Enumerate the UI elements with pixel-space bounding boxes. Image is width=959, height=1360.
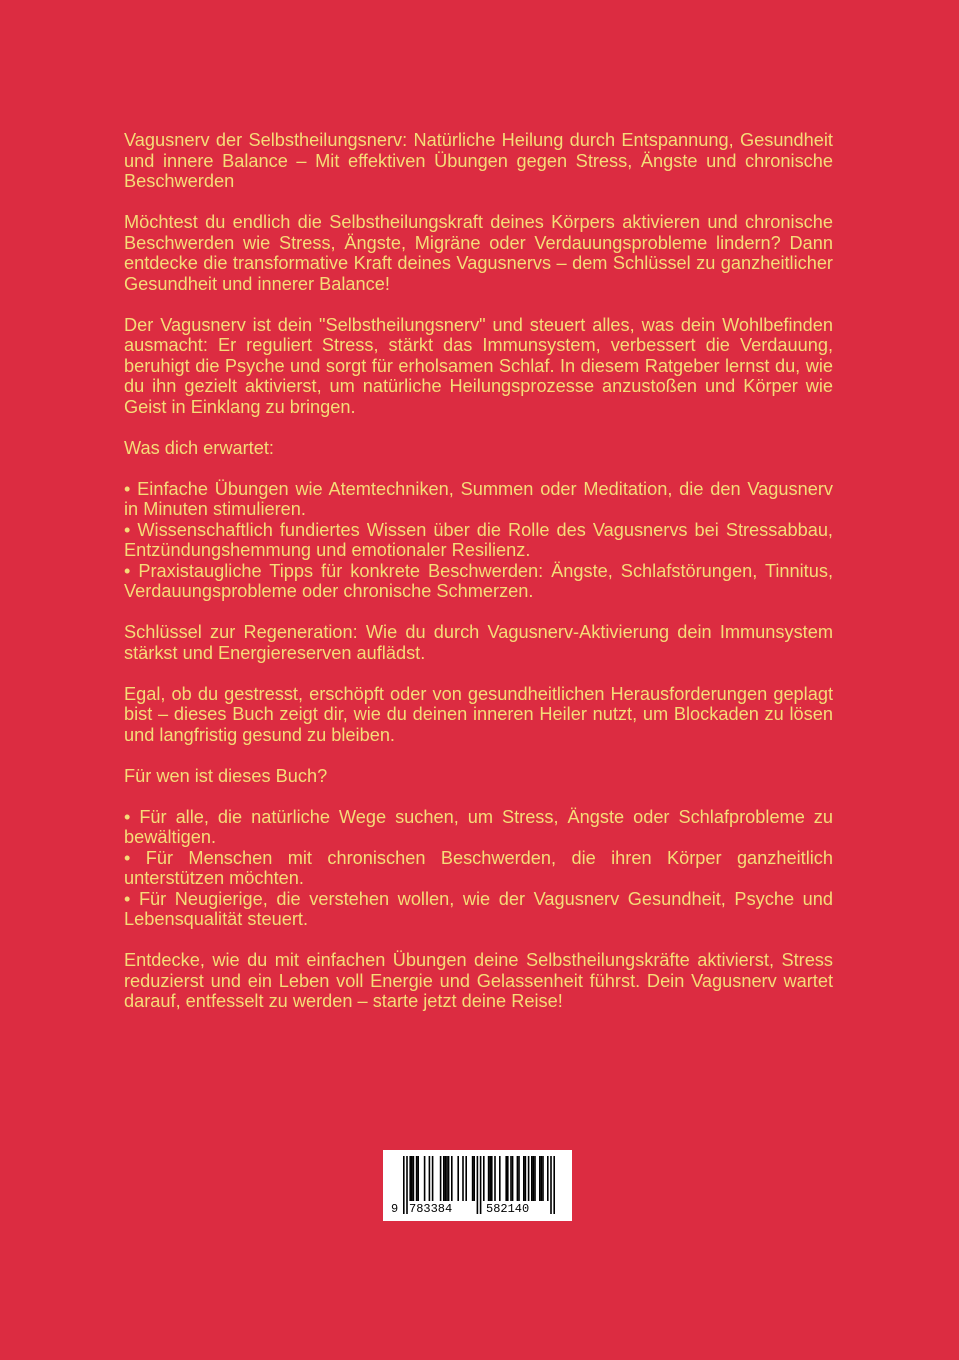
barcode-bar: [417, 1156, 419, 1201]
back-cover-text: [124, 130, 833, 1032]
egal-paragraph: Egal, ob du gestresst, erschöpft oder von gesundheitlichen Herausforderungen geplagt bist – dieses Buch zeigt dir, wie du deinen inneren Heiler nutzt, um Blockaden zu lösen und langfristig gesund zu bleiben.: [124, 683, 833, 745]
barcode-bar: [517, 1156, 519, 1201]
barcode-bar: [406, 1156, 408, 1214]
barcode-bar: [518, 1156, 520, 1201]
barcode-bar: [403, 1156, 405, 1214]
barcode-bar: [432, 1156, 434, 1201]
barcode-bar: [416, 1156, 418, 1201]
book-title: Vagusnerv der Selbstheilungsnerv: Natürliche Heilung durch Entspannung, Gesundheit und innere Balance – Mit effektiven Übungen gegen Stress, Ängste und chronische Beschwerden: [124, 130, 833, 191]
closing-paragraph: Entdecke, wie du mit einfachen Übungen deine Selbstheilungskräfte aktivierst, Stress reduzierst und ein Leben voll Energie und Gelassenheit führst. Dein Vagusnerv wartet darauf, entfesselt zu werden – starte jetzt deine Reise!: [124, 950, 833, 1011]
barcode-bar: [491, 1156, 493, 1201]
barcode-bar: [443, 1156, 445, 1201]
barcode-bar: [523, 1156, 525, 1201]
barcode-left-digits: 783384: [409, 1202, 453, 1216]
barcode-bar: [547, 1156, 549, 1201]
barcode-bar: [553, 1156, 555, 1214]
list-item: • Praxistaugliche Tipps für konkrete Beschwerden: Ängste, Schlafstörungen, Tinnitus, Verdauungsprobleme oder chronische Schmerzen.: [124, 560, 833, 601]
list-item: • Für Menschen mit chronischen Beschwerden, die ihren Körper ganzheitlich unterstützen möchten.: [124, 847, 833, 888]
barcode-bar: [550, 1156, 552, 1214]
list-item: • Für Neugierige, die verstehen wollen, wie der Vagusnerv Gesundheit, Psyche und Lebensqualität steuert.: [124, 888, 833, 929]
expect-list: [124, 479, 833, 602]
barcode-bar: [462, 1156, 464, 1201]
barcode-bar: [528, 1156, 530, 1201]
barcode-bar: [411, 1156, 413, 1201]
barcode-bar: [494, 1156, 496, 1201]
barcode-bar: [541, 1156, 543, 1201]
description-paragraph: Der Vagusnerv ist dein "Selbstheilungsnerv" und steuert alles, was dein Wohlbefinden ausmacht: Er reguliert Stress, stärkt das Immunsystem, verbessert die Verdauung, beruhigt die Psyche und sorgt für erholsamen Schlaf. In diesem Ratgeber lernst du, wie du ihn gezielt aktivierst, um natürliche Heilungsprozesse anzustoßen und Körper wie Geist in Einklang zu bringen.: [124, 314, 833, 417]
barcode-bar: [531, 1156, 533, 1201]
list-item: • Wissenschaftlich fundiertes Wissen über die Rolle des Vagusnervs bei Stressabbau, Entzündungshemmung und emotionaler Resilienz.: [124, 519, 833, 560]
barcode-bar: [409, 1156, 411, 1201]
barcode-bar: [512, 1156, 514, 1201]
barcode-bar: [424, 1156, 426, 1201]
barcode-bar: [510, 1156, 512, 1201]
barcode-bar: [488, 1156, 490, 1201]
isbn-barcode: [383, 1150, 572, 1221]
barcode-bar: [539, 1156, 541, 1201]
barcode-bar: [429, 1156, 431, 1201]
barcode-bar: [465, 1156, 467, 1201]
barcode-bar: [507, 1156, 509, 1201]
barcode-bar: [446, 1156, 448, 1201]
barcode-bar: [480, 1156, 482, 1214]
barcode-bar: [505, 1156, 507, 1201]
barcode-bar: [477, 1156, 479, 1214]
barcode-bar: [472, 1156, 474, 1201]
barcode-bar: [542, 1156, 544, 1201]
barcode-first-digit: 9: [391, 1202, 399, 1216]
list-item: • Für alle, die natürliche Wege suchen, um Stress, Ängste oder Schlafprobleme zu bewältigen.: [124, 806, 833, 847]
barcode-bar: [489, 1156, 491, 1201]
barcode-bar: [534, 1156, 536, 1201]
barcode-bar: [483, 1156, 485, 1201]
barcode-bar: [473, 1156, 475, 1201]
expect-heading: Was dich erwartet:: [124, 437, 274, 458]
barcode-bar: [533, 1156, 535, 1201]
barcode-bar: [440, 1156, 442, 1201]
intro-paragraph: Möchtest du endlich die Selbstheilungskraft deines Körpers aktivieren und chronische Beschwerden wie Stress, Ängste, Migräne oder Verdauungsprobleme lindern? Dann entdecke die transformative Kraft deines Vagusnervs – dem Schlüssel zu ganzheitlicher Gesundheit und innerer Balance!: [124, 212, 833, 294]
barcode-right-digits: 582140: [486, 1202, 530, 1216]
barcode-bar: [445, 1156, 447, 1201]
barcode-bar: [525, 1156, 527, 1201]
barcode-bar: [413, 1156, 415, 1201]
audience-list: [124, 807, 833, 930]
regeneration-paragraph: Schlüssel zur Regeneration: Wie du durch Vagusnerv-Aktivierung dein Immunsystem stärkst und Energiereserven auflädst.: [124, 622, 833, 663]
barcode-bar: [499, 1156, 501, 1201]
barcode-bar: [457, 1156, 459, 1201]
audience-heading: Für wen ist dieses Buch?: [124, 765, 328, 786]
list-item: • Einfache Übungen wie Atemtechniken, Summen oder Meditation, die den Vagusnerv in Minuten stimulieren.: [124, 478, 833, 519]
barcode-bar: [448, 1156, 450, 1201]
barcode-bar: [451, 1156, 453, 1201]
